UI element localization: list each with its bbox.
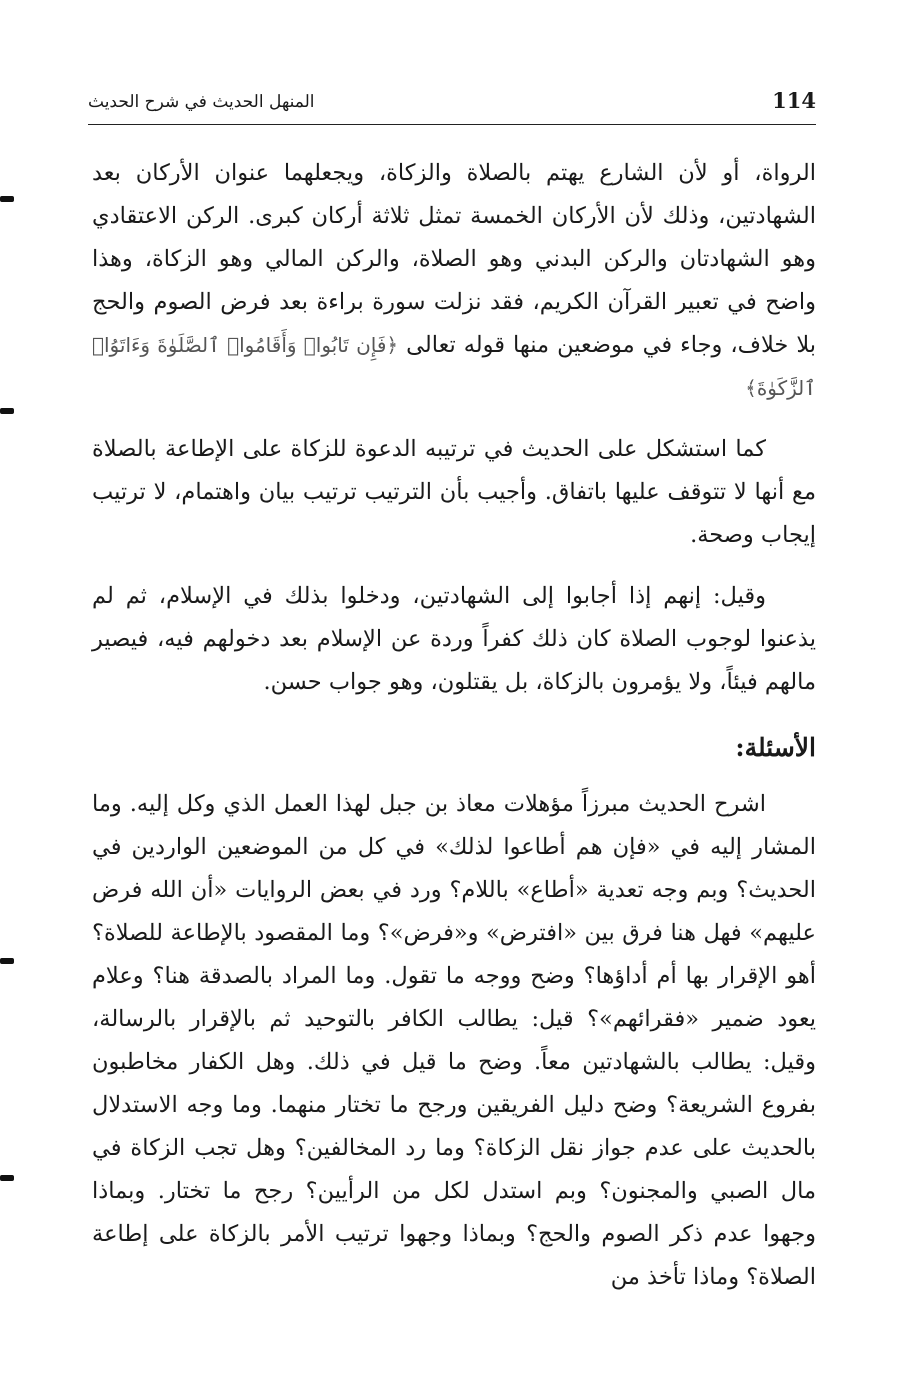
binding-edge-mark [0,1175,14,1181]
quran-verse: ﴿فَإِن تَابُوا۟ وَأَقَامُوا۟ ٱلصَّلَوٰةَ وَءَاتَوُا۟ ٱلزَّكَوٰةَ﴾ [92,333,816,400]
page-header [88,86,816,125]
paragraph-alternative-answer: وقيل: إنهم إذا أجابوا إلى الشهادتين، ودخلوا بذلك في الإسلام، ثم لم يذعنوا لوجوب الصلاة كان ذلك كفراً وردة عن الإسلام بعد دخولهم فيه، فيصير مالهم فيئاً، ولا يؤمرون بالزكاة، بل يقتلون، وهو جواب حسن. [92,583,816,695]
page-body [92,152,816,1299]
page-number: 114 [772,88,816,113]
binding-edge-mark [0,196,14,202]
paragraph-ordering: كما استشكل على الحديث في ترتيبه الدعوة للزكاة على الإطاعة بالصلاة مع أنها لا تتوقف عليها باتفاق. وأجيب بأن الترتيب ترتيب بيان واهتمام، لا ترتيب إيجاب وصحة. [92,436,816,548]
questions-heading: الأسئلة: [735,733,816,762]
paragraph-pillars [92,152,816,410]
binding-edge-mark [0,958,14,964]
questions-text: اشرح الحديث مبرزاً مؤهلات معاذ بن جبل لهذا العمل الذي وكل إليه. وما المشار إليه في «فإن هم أطاعوا لذلك» في كل من الموضعين الواردين في الحديث؟ وبم وجه تعدية «أطاع» باللام؟ ورد في بعض الروايات «أن الله فرض عليهم» فهل هنا فرق بين «افترض» و«فرض»؟ وما المقصود بالإطاعة للصلاة؟ أهو الإقرار بها أم أداؤها؟ وضح ووجه ما تقول. وما المراد بالصدقة هنا؟ وعلام يعود ضمير «فقرائهم»؟ قيل: يطالب الكافر بالتوحيد ثم بالإقرار بالرسالة، وقيل: يطالب بالشهادتين معاً. وضح ما قيل في ذلك. وهل الكفار مخاطبون بفروع الشريعة؟ وضح دليل الفريقين ورجح ما تختار منهما. وما وجه الاستدلال بالحديث على عدم جواز نقل الزكاة؟ وما رد المخالفين؟ وهل تجب الزكاة في مال الصبي والمجنون؟ وبم استدل لكل من الرأيين؟ رجح ما تختار. وبماذا وجهوا عدم ذكر الصوم والحج؟ وبماذا وجهوا ترتيب الأمر بالزكاة على إطاعة الصلاة؟ وماذا تأخذ من [92,791,816,1290]
binding-edge-mark [0,408,14,414]
running-title: المنهل الحديث في شرح الحديث [88,92,315,112]
paragraph-text: الرواة، أو لأن الشارع يهتم بالصلاة والزكاة، ويجعلهما عنوان الأركان بعد الشهادتين، وذلك لأن الأركان الخمسة تمثل ثلاثة أركان كبرى. الركن الاعتقادي وهو الشهادتان والركن البدني وهو الصلاة، والركن المالي وهو الزكاة، وهذا واضح في تعبير القرآن الكريم، فقد نزلت سورة براءة بعد فرض الصوم والحج بلا خلاف، وجاء في موضعين منها قوله تعالى [92,160,817,358]
